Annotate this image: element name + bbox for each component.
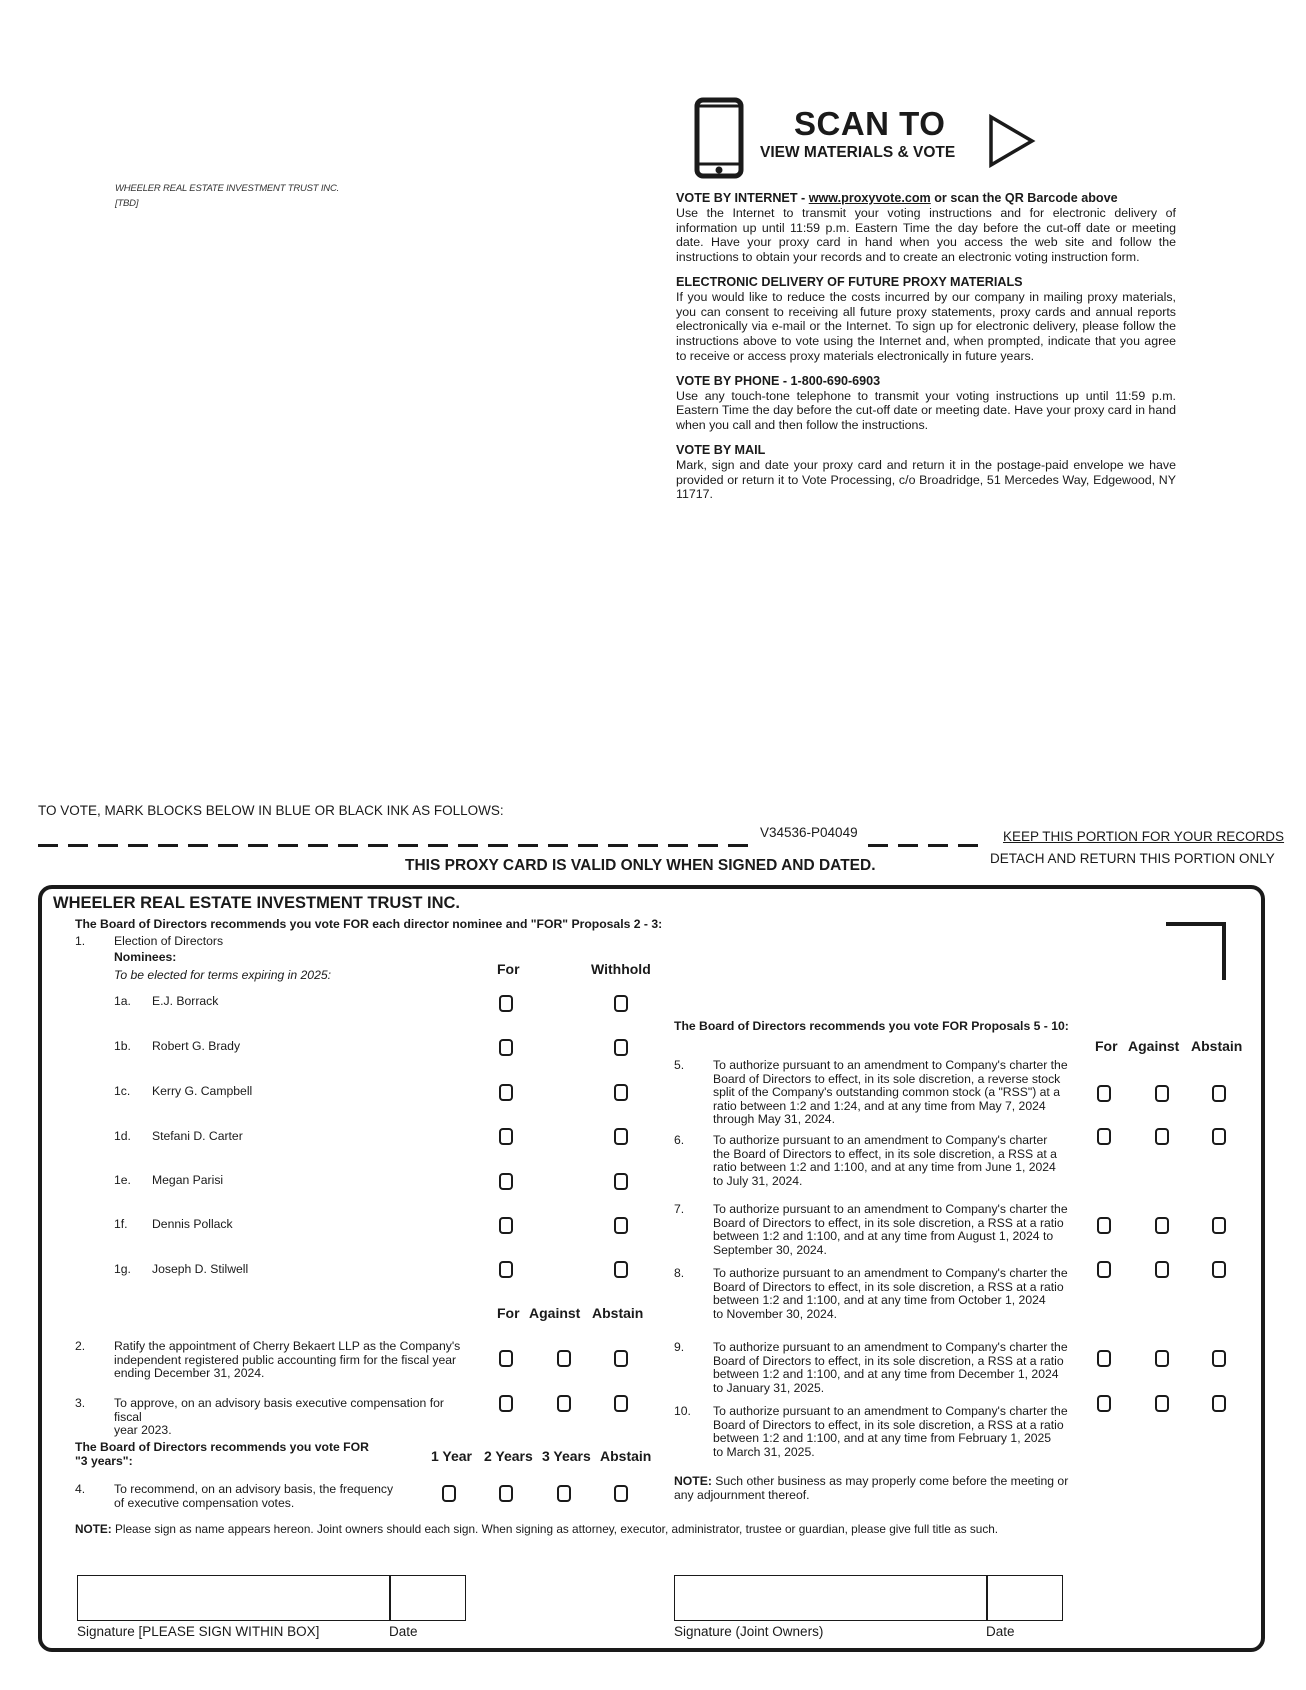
signature-label: Signature [PLEASE SIGN WITHIN BOX] — [77, 1624, 320, 1639]
item1-number: 1. — [75, 934, 86, 948]
company-name-small: WHEELER REAL ESTATE INVESTMENT TRUST INC. — [115, 183, 340, 194]
vote-phone-heading: VOTE BY PHONE - 1-800-690-6903 — [676, 373, 881, 388]
detach-line-left — [38, 844, 756, 847]
joint-signature-box[interactable] — [674, 1575, 988, 1621]
nominee-withhold-checkbox[interactable] — [614, 1217, 628, 1234]
vote-phone-text: Use any touch-tone telephone to transmit your voting instructions up until 11:59 p.m. Eastern Time the day before the cut-off date or meeting date. Have your proxy card in hand when you call and then follow the instructions. — [676, 388, 1176, 433]
nominee-name: Megan Parisi — [152, 1173, 224, 1187]
col-2-years-header: 2 Years — [484, 1448, 533, 1464]
col-3-years-header: 3 Years — [542, 1448, 591, 1464]
nominee-for-checkbox[interactable] — [499, 995, 513, 1012]
proposal-2-years-checkbox[interactable] — [499, 1485, 513, 1502]
nominee-name: Joseph D. Stilwell — [152, 1262, 249, 1276]
col-for-header: For — [497, 1305, 520, 1321]
nominee-for-checkbox[interactable] — [499, 1084, 513, 1101]
proposal-against-checkbox[interactable] — [1155, 1085, 1169, 1102]
scan-to-vote-banner — [694, 97, 1054, 179]
proposal-for-checkbox[interactable] — [1097, 1261, 1111, 1278]
proposal-abstain-checkbox[interactable] — [614, 1350, 628, 1367]
proposal-against-checkbox[interactable] — [1155, 1217, 1169, 1234]
scan-title: SCAN TO — [794, 105, 946, 142]
nominees-label: Nominees: — [114, 950, 177, 964]
proposal-for-checkbox[interactable] — [499, 1350, 513, 1367]
proposal-against-checkbox[interactable] — [557, 1350, 571, 1367]
col-against-header: Against — [529, 1305, 581, 1321]
col-abstain-header: Abstain — [592, 1305, 644, 1321]
electronic-delivery-heading: ELECTRONIC DELIVERY OF FUTURE PROXY MATERIALS — [676, 274, 1023, 289]
nominee-name: Stefani D. Carter — [152, 1129, 243, 1143]
proposal-number: 6. — [674, 1133, 685, 1147]
corner-registration-mark — [1166, 922, 1226, 980]
proposal-abstain-checkbox[interactable] — [1212, 1128, 1226, 1145]
proposal-text: To authorize pursuant to an amendment to Company's charter the Board of Directors to effect, in its sole discretion, a RSS at a ratio between 1:2 and 1:100, and at any time from February 1, 2025 to March 31, 2025. — [713, 1404, 1068, 1459]
nominee-for-checkbox[interactable] — [499, 1261, 513, 1278]
detach-portion-note: DETACH AND RETURN THIS PORTION ONLY — [990, 851, 1275, 866]
proposal-against-checkbox[interactable] — [1155, 1128, 1169, 1145]
vote-mail-text: Mark, sign and date your proxy card and return it in the postage-paid envelope we have provided or return it to Vote Processing, c/o Broadridge, 51 Mercedes Way, Edgewood, NY 11717. — [676, 457, 1176, 502]
nominee-withhold-checkbox[interactable] — [614, 1261, 628, 1278]
nominee-withhold-checkbox[interactable] — [614, 1039, 628, 1056]
board-recommendation-3-years: The Board of Directors recommends you vote FOR "3 years": — [75, 1440, 369, 1468]
detach-line-right — [868, 844, 988, 847]
nominee-withhold-checkbox[interactable] — [614, 995, 628, 1012]
board-recommendation-1: The Board of Directors recommends you vote FOR each director nominee and "FOR" Proposals 2 - 3: — [75, 917, 663, 931]
phone-icon — [694, 97, 744, 179]
col-abstain-header: Abstain — [1191, 1038, 1243, 1054]
nominee-withhold-checkbox[interactable] — [614, 1173, 628, 1190]
proposal-number: 9. — [674, 1340, 685, 1354]
proposal-abstain-checkbox[interactable] — [1212, 1395, 1226, 1412]
vote-mail-heading: VOTE BY MAIL — [676, 442, 766, 457]
nominee-withhold-checkbox[interactable] — [614, 1128, 628, 1145]
date-box[interactable] — [389, 1575, 466, 1621]
proposal-1-year-checkbox[interactable] — [442, 1485, 456, 1502]
electronic-delivery-text: If you would like to reduce the costs incurred by our company in mailing proxy materials, you can consent to receiving all future proxy statements, proxy cards and annual reports electronically via e-mail or the Internet. To sign up for electronic delivery, please follow the instructions above to vote using the Internet and, when prompted, indicate that you agree to receive or access proxy materials electronically in future years. — [676, 289, 1176, 363]
keep-portion-note: KEEP THIS PORTION FOR YOUR RECORDS — [1003, 829, 1285, 844]
voting-methods — [676, 191, 1176, 512]
col-against-header: Against — [1128, 1038, 1180, 1054]
proposal-abstain-checkbox[interactable] — [1212, 1261, 1226, 1278]
joint-date-box[interactable] — [986, 1575, 1063, 1621]
proposal-number: 4. — [75, 1482, 86, 1496]
marking-instruction: TO VOTE, MARK BLOCKS BELOW IN BLUE OR BLACK INK AS FOLLOWS: — [38, 803, 504, 818]
company-code: [TBD] — [115, 198, 139, 209]
nominee-name: Robert G. Brady — [152, 1039, 241, 1053]
mailing-address-block — [115, 181, 339, 211]
joint-date-label: Date — [986, 1624, 1015, 1639]
valid-when-signed-note: THIS PROXY CARD IS VALID ONLY WHEN SIGNED AND DATED. — [405, 857, 876, 874]
proposal-abstain-checkbox[interactable] — [614, 1485, 628, 1502]
nominee-number: 1f. — [114, 1217, 128, 1231]
proposal-number: 3. — [75, 1396, 86, 1410]
scan-subtitle: VIEW MATERIALS & VOTE — [760, 144, 956, 161]
control-number: V34536-P04049 — [760, 825, 858, 840]
vote-internet-heading: VOTE BY INTERNET - www.proxyvote.com or scan the QR Barcode above — [676, 191, 1118, 205]
col-abstain-header: Abstain — [600, 1448, 652, 1464]
proposal-against-checkbox[interactable] — [1155, 1261, 1169, 1278]
other-business-note: NOTE: Such other business as may properly come before the meeting or any adjournment thereof. — [674, 1474, 1069, 1502]
proposal-number: 10. — [674, 1404, 691, 1418]
board-recommendation-2: The Board of Directors recommends you vote FOR Proposals 5 - 10: — [674, 1019, 1069, 1033]
nominee-number: 1g. — [114, 1262, 131, 1276]
proposal-number: 5. — [674, 1058, 685, 1072]
nominee-number: 1b. — [114, 1039, 131, 1053]
proposal-abstain-checkbox[interactable] — [1212, 1085, 1226, 1102]
joint-signature-label: Signature (Joint Owners) — [674, 1624, 824, 1639]
proposal-3-years-checkbox[interactable] — [557, 1485, 571, 1502]
proposal-text: To authorize pursuant to an amendment to Company's charter the Board of Directors to effect, in its sole discretion, a reverse stock split of the Company's outstanding common stock (a "RSS") at a ratio between 1:2 and 1:24, and at any time from May 7, 2024 through May 31, 2024. — [713, 1058, 1068, 1126]
proposal-number: 2. — [75, 1339, 86, 1353]
proposal-for-checkbox[interactable] — [1097, 1128, 1111, 1145]
vote-internet-text: Use the Internet to transmit your voting instructions and for electronic delivery of information up until 11:59 p.m. Eastern Time the day before the cut-off date or meeting date. Have your proxy card in hand when you access the web site and follow the instructions to obtain your records and to create an electronic voting instruction form. — [676, 205, 1176, 265]
proposal-text: To authorize pursuant to an amendment to Company's charter the Board of Directors to effect, in its sole discretion, a RSS at a ratio between 1:2 and 1:100, and at any time from October 1, 2024 to November 30, 2024. — [713, 1266, 1068, 1321]
proposal-number: 7. — [674, 1202, 685, 1216]
signature-box[interactable] — [77, 1575, 391, 1621]
nominee-number: 1d. — [114, 1129, 131, 1143]
signing-note: NOTE: Please sign as name appears hereon. Joint owners should each sign. When signing as attorney, executor, administrator, trustee or guardian, please give full title as such. — [75, 1522, 999, 1536]
proposal-text: To authorize pursuant to an amendment to Company's charter the Board of Directors to effect, in its sole discretion, a RSS at a ratio between 1:2 and 1:100, and at any time from August 1, 2024 to September 30, 2024. — [713, 1202, 1068, 1257]
nominee-number: 1c. — [114, 1084, 131, 1098]
nominee-name: E.J. Borrack — [152, 994, 219, 1008]
proposal-number: 8. — [674, 1266, 685, 1280]
nominee-name: Dennis Pollack — [152, 1217, 233, 1231]
date-label: Date — [389, 1624, 418, 1639]
proposal-text: To authorize pursuant to an amendment to Company's charter the Board of Directors to effect, in its sole discretion, a RSS at a ratio between 1:2 and 1:100, and at any time from June 1, 2024 to July 31, 2024. — [713, 1133, 1057, 1188]
nominee-for-checkbox[interactable] — [499, 1039, 513, 1056]
proposal-against-checkbox[interactable] — [557, 1395, 571, 1412]
card-title: WHEELER REAL ESTATE INVESTMENT TRUST INC. — [53, 894, 461, 912]
nominee-number: 1a. — [114, 994, 131, 1008]
proposal-for-checkbox[interactable] — [1097, 1395, 1111, 1412]
col-for-header: For — [1095, 1038, 1118, 1054]
proposal-abstain-checkbox[interactable] — [1212, 1217, 1226, 1234]
col-for-header: For — [497, 961, 520, 977]
item1-label: Election of Directors — [114, 934, 224, 948]
proxyvote-link[interactable]: www.proxyvote.com — [808, 191, 931, 205]
col-1-year-header: 1 Year — [431, 1448, 473, 1464]
proposal-abstain-checkbox[interactable] — [1212, 1350, 1226, 1367]
proposal-text: To recommend, on an advisory basis, the frequency of executive compensation votes. — [114, 1482, 394, 1510]
proposal-for-checkbox[interactable] — [1097, 1350, 1111, 1367]
nominee-name: Kerry G. Campbell — [152, 1084, 253, 1098]
nominee-number: 1e. — [114, 1173, 131, 1187]
proposal-abstain-checkbox[interactable] — [614, 1395, 628, 1412]
proposal-text: Ratify the appointment of Cherry Bekaert LLP as the Company's independent registered public accounting firm for the fiscal year ending December 31, 2024. — [114, 1339, 461, 1380]
proposal-for-checkbox[interactable] — [1097, 1085, 1111, 1102]
proposal-text: To approve, on an advisory basis executive compensation for fiscal year 2023. — [114, 1396, 444, 1437]
proposal-for-checkbox[interactable] — [499, 1395, 513, 1412]
nominee-for-checkbox[interactable] — [499, 1217, 513, 1234]
col-withhold-header: Withhold — [591, 961, 651, 977]
play-arrow-icon — [988, 114, 1036, 168]
nominee-for-checkbox[interactable] — [499, 1128, 513, 1145]
proposal-for-checkbox[interactable] — [1097, 1217, 1111, 1234]
nominee-withhold-checkbox[interactable] — [614, 1084, 628, 1101]
proposal-against-checkbox[interactable] — [1155, 1350, 1169, 1367]
proposal-against-checkbox[interactable] — [1155, 1395, 1169, 1412]
proposal-text: To authorize pursuant to an amendment to Company's charter the Board of Directors to effect, in its sole discretion, a RSS at a ratio between 1:2 and 1:100, and at any time from December 1, 2024 to January 31, 2025. — [713, 1340, 1068, 1395]
nominee-for-checkbox[interactable] — [499, 1173, 513, 1190]
nominees-term: To be elected for terms expiring in 2025: — [114, 968, 332, 982]
